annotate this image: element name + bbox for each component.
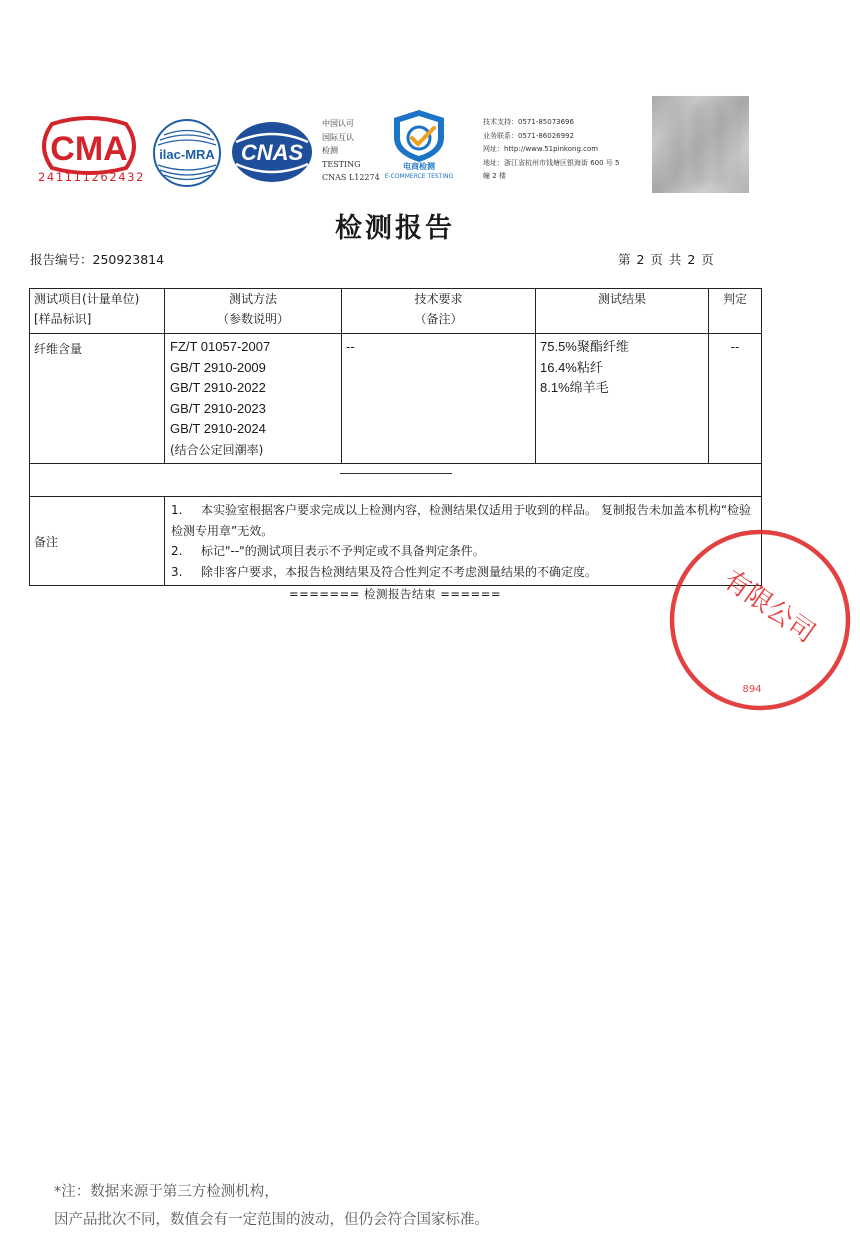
contact-info [483, 116, 643, 184]
result-value: 8.1%绵羊毛 [540, 380, 609, 395]
header-test-item-line1: 测试项目(计量单位) [34, 292, 140, 306]
method-standard: FZ/T 01057-2007 [170, 339, 271, 354]
method-standard: GB/T 2910-2009 [170, 359, 266, 375]
accreditation-line: TESTING [322, 159, 361, 169]
remark-number: 1. [171, 503, 183, 517]
accreditation-line: CNAS L12274 [322, 173, 380, 182]
header-requirement-line1: 技术要求 [414, 292, 463, 306]
cnas-logo [230, 120, 314, 184]
remark-number: 3. [171, 564, 183, 579]
stamp-text: 有限公司 [717, 564, 821, 650]
company-seal-stamp [660, 520, 860, 720]
remark-text: 本实验室根据客户要求完成以上检测内容，检测结果仅适用于收到的样品。 复制报告未加盖本机构“检验检测专用章”无效。 [171, 503, 752, 538]
remark-text: 标记"--"的测试项目表示不予判定或不具备判定条件。 [201, 544, 485, 558]
remark-number: 2. [171, 544, 183, 558]
result-value: 16.4%粘纤 [540, 359, 603, 375]
contact-line: 幢 2 楼 [483, 172, 506, 180]
report-number: 报告编号：250923814 [30, 252, 165, 267]
separator-line [340, 473, 452, 474]
ilac-mra-text: ilac-MRA [159, 147, 215, 162]
contact-line: 业务联系：0571-86026992 [483, 131, 574, 140]
method-standard: GB/T 2910-2024 [170, 421, 266, 436]
test-item-cell: 纤维含量 [30, 334, 165, 464]
table-header-row [30, 289, 762, 334]
ilac-mra-logo [150, 118, 224, 188]
method-note: (结合公定回潮率) [170, 442, 264, 457]
header-test-method-line1: 测试方法 [228, 292, 277, 306]
header-technical-requirement [342, 289, 536, 334]
ecommerce-testing-subtitle: E-COMMERCE TESTING [384, 173, 454, 180]
cma-code: 241111262432 [38, 170, 145, 184]
separator-row [30, 464, 762, 497]
remarks-row [30, 497, 762, 586]
accreditation-line: 检测 [322, 146, 338, 155]
footer-line: *注：数据来源于第三方检测机构， [54, 1184, 279, 1200]
result-value: 75.5%聚酯纤维 [540, 339, 629, 354]
cma-logo-text: CMA [50, 130, 128, 168]
judgement-cell: -- [709, 334, 762, 464]
report-title: 检测报告 [335, 213, 455, 244]
report-end-marker: ======= 检测报告结束 ====== [288, 587, 502, 601]
footer-line: 因产品批次不同，数值会有一定范围的波动，但仍会符合国家标准。 [54, 1212, 489, 1228]
header-test-method [165, 289, 342, 334]
accreditation-line: 中国认可 [322, 119, 354, 128]
test-methods-cell [165, 334, 342, 464]
contact-line: 网址：http://www.51pinkong.com [483, 145, 599, 153]
contact-line: 地址：浙江省杭州市钱塘区银海街 600 号 5 [483, 158, 620, 167]
header-judgement: 判定 [709, 289, 762, 334]
page-info: 第 2 页 共 2 页 [618, 252, 715, 267]
accreditation-line: 国际互认 [322, 132, 354, 142]
remarks-label: 备注 [30, 497, 165, 586]
footer-note [54, 1178, 489, 1234]
blurred-qr-code [652, 96, 749, 193]
method-standard: GB/T 2910-2023 [170, 400, 266, 416]
contact-line: 技术支持：0571-85073696 [483, 118, 574, 126]
header-test-item-line2: [样品标识] [34, 312, 92, 326]
test-results-table [29, 288, 762, 586]
header-requirement-line2: （备注） [414, 312, 463, 326]
header-test-result: 测试结果 [536, 289, 709, 334]
separator-cell [30, 464, 762, 497]
header-test-item [30, 289, 165, 334]
header-test-method-line2: （参数说明） [216, 312, 289, 326]
stamp-number: 894 [742, 684, 762, 695]
ecommerce-testing-name: 电商检测 [403, 162, 435, 171]
method-standard: GB/T 2910-2022 [170, 380, 266, 395]
technical-requirement-cell: -- [342, 334, 536, 464]
cnas-text: CNAS [240, 140, 304, 165]
test-results-cell [536, 334, 709, 464]
table-row [30, 334, 762, 464]
remark-text: 除非客户要求，本报告检测结果及符合性判定不考虑测量结果的不确定度。 [201, 564, 598, 579]
